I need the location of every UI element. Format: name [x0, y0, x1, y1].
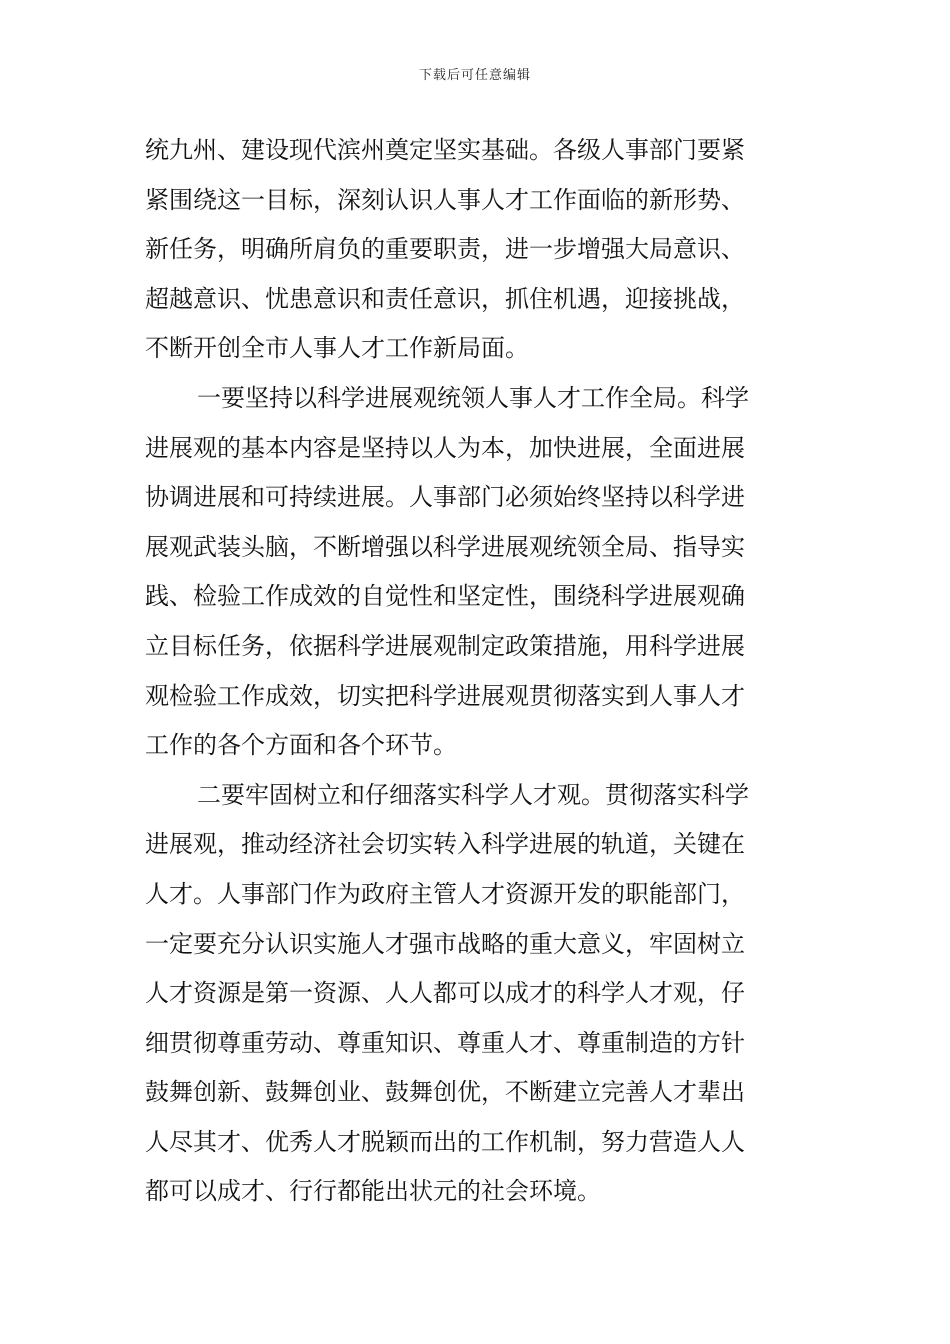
- paragraph-start-line: 二要牢固树立和仔细落实科学人才观。贯彻落实科学: [197, 780, 749, 809]
- document-body: [145, 126, 810, 1217]
- text-line: 细贯彻尊重劳动、尊重知识、尊重人才、尊重制造的方针: [145, 1028, 745, 1057]
- text-line: 人尽其才、优秀人才脱颖而出的工作机制，努力营造人人: [145, 1127, 745, 1156]
- paragraph-start-line: 一要坚持以科学进展观统领人事人才工作全局。科学: [197, 383, 749, 412]
- text-line: 新任务，明确所肩负的重要职责，进一步增强大局意识、: [145, 235, 745, 264]
- text-line: 人才。人事部门作为政府主管人才资源开发的职能部门，: [145, 879, 745, 908]
- text-line: 进展观，推动经济社会切实转入科学进展的轨道，关键在: [145, 830, 745, 859]
- text-line: 鼓舞创新、鼓舞创业、鼓舞创优，不断建立完善人才辈出: [145, 1078, 745, 1107]
- text-line: 紧围绕这一目标，深刻认识人事人才工作面临的新形势、: [145, 185, 745, 214]
- text-line: 立目标任务，依据科学进展观制定政策措施，用科学进展: [145, 631, 745, 660]
- text-line: 展观武装头脑，不断增强以科学进展观统领全局、指导实: [145, 532, 745, 561]
- text-line: 一定要充分认识实施人才强市战略的重大意义，牢固树立: [145, 929, 745, 958]
- text-line: 进展观的基本内容是坚持以人为本，加快进展，全面进展: [145, 433, 745, 462]
- text-line: 践、检验工作成效的自觉性和坚定性，围绕科学进展观确: [145, 582, 745, 611]
- page-header: 下载后可任意编辑: [418, 68, 531, 83]
- text-line: 观检验工作成效，切实把科学进展观贯彻落实到人事人才: [145, 681, 745, 710]
- text-line: 不断开创全市人事人才工作新局面。: [145, 334, 529, 363]
- text-line: 超越意识、忧患意识和责任意识，抓住机遇，迎接挑战，: [145, 284, 745, 313]
- text-line: 都可以成才、行行都能出状元的社会环境。: [145, 1177, 601, 1206]
- text-line: 工作的各个方面和各个环节。: [145, 731, 457, 760]
- text-line: 协调进展和可持续进展。人事部门必须始终坚持以科学进: [145, 483, 745, 512]
- text-line: 人才资源是第一资源、人人都可以成才的科学人才观，仔: [145, 979, 745, 1008]
- text-line: 统九州、建设现代滨州奠定坚实基础。各级人事部门要紧: [145, 136, 745, 164]
